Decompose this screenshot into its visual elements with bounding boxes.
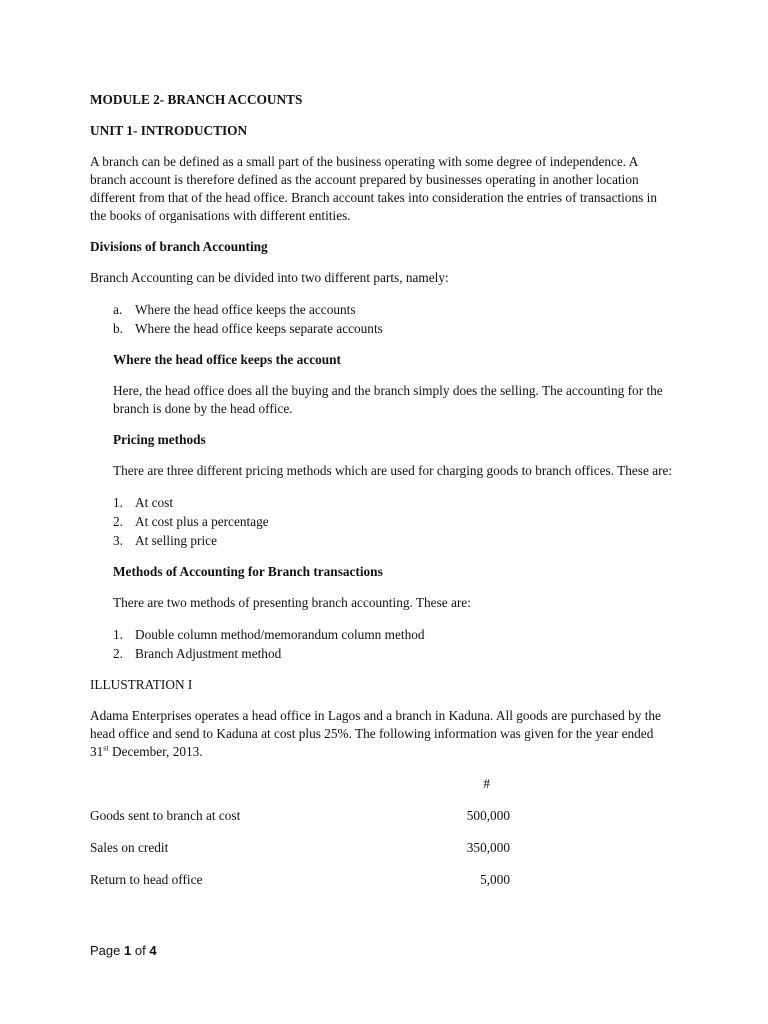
row-label: Sales on credit — [90, 840, 169, 855]
currency-header-row — [90, 774, 675, 793]
page-footer — [90, 942, 157, 960]
list-item — [113, 531, 675, 550]
list-marker: 1. — [113, 627, 123, 642]
pricing-intro: There are three different pricing methods which are used for charging goods to branch offices. These are: — [113, 463, 673, 478]
ordinal-suffix: st — [103, 743, 109, 753]
list-marker: b. — [113, 321, 123, 336]
table-row — [90, 870, 675, 889]
indented-section — [113, 351, 675, 480]
list-item-text: Double column method/memorandum column method — [135, 627, 425, 642]
table-row — [90, 838, 675, 857]
row-label: Return to head office — [90, 872, 203, 887]
methods-heading: Methods of Accounting for Branch transactions — [113, 564, 383, 579]
pricing-heading: Pricing methods — [113, 432, 206, 447]
of-word: of — [134, 943, 146, 958]
methods-intro: There are two methods of presenting branch accounting. These are: — [113, 595, 471, 610]
methods-list — [90, 625, 675, 663]
illustration-text-part2: December, 2013. — [108, 744, 203, 759]
intro-paragraph: A branch can be defined as a small part of the business operating with some degree of independence. A branch account is therefore defined as the account prepared by businesses operating in another location different from that of the head office. Branch account takes into consideration the entries of transactions in the books of organisations with different entities. — [90, 154, 658, 223]
row-value: 500,000 — [466, 808, 510, 823]
module-title: MODULE 2- BRANCH ACCOUNTS — [90, 92, 303, 107]
list-item-text: At cost plus a percentage — [135, 514, 269, 529]
list-item — [113, 512, 675, 531]
head-office-text: Here, the head office does all the buying and the branch simply does the selling. The accounting for the branch is done by the head office. — [113, 383, 663, 416]
page-total: 4 — [149, 943, 157, 958]
illustration-text — [90, 707, 675, 761]
currency-header: # — [483, 776, 490, 791]
list-item-text: Where the head office keeps separate accounts — [135, 321, 383, 336]
divisions-intro: Branch Accounting can be divided into two different parts, namely: — [90, 270, 449, 285]
table-row — [90, 806, 675, 825]
list-item-text: At cost — [135, 495, 174, 510]
list-marker: 2. — [113, 646, 123, 661]
list-marker: a. — [113, 302, 123, 317]
list-item-text: Where the head office keeps the accounts — [135, 302, 356, 317]
row-value: 350,000 — [466, 840, 510, 855]
illustration-title: ILLUSTRATION I — [90, 677, 193, 692]
list-item — [113, 625, 675, 644]
divisions-list — [90, 300, 675, 338]
row-value: 5,000 — [480, 872, 510, 887]
document-body — [90, 91, 675, 902]
page-current: 1 — [124, 943, 132, 958]
head-office-heading: Where the head office keeps the account — [113, 352, 341, 367]
list-item-text: At selling price — [135, 533, 217, 548]
list-item — [113, 493, 675, 512]
list-marker: 2. — [113, 514, 123, 529]
indented-section — [113, 563, 675, 612]
list-item — [113, 644, 675, 663]
unit-title: UNIT 1- INTRODUCTION — [90, 123, 248, 138]
list-marker: 3. — [113, 533, 123, 548]
list-item — [113, 319, 675, 338]
list-item — [113, 300, 675, 319]
page-word: Page — [90, 943, 121, 958]
row-label: Goods sent to branch at cost — [90, 808, 241, 823]
divisions-heading: Divisions of branch Accounting — [90, 239, 268, 254]
list-marker: 1. — [113, 495, 123, 510]
pricing-list — [90, 493, 675, 550]
illustration-text-part1: Adama Enterprises operates a head office in Lagos and a branch in Kaduna. All goods are purchased by the head office and send to Kaduna at cost plus 25%. The following information was given for the year ended 31 — [90, 708, 661, 759]
list-item-text: Branch Adjustment method — [135, 646, 282, 661]
